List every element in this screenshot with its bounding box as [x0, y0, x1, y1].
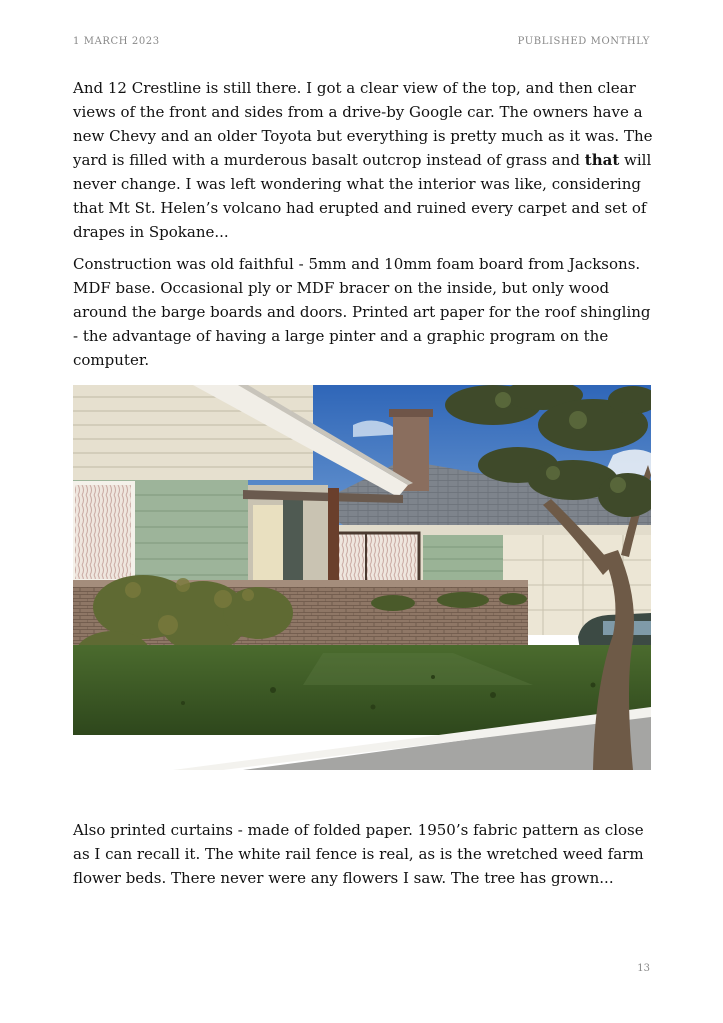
paragraph-1-text-b: will never change. I was left wondering what the interior was like, considering that Mt St. Helen’s volcano had erupted and ruined every carpet and set of drapes in Spokane... — [73, 151, 652, 241]
article-paragraph-2: Construction was old faithful - 5mm and 10mm foam board from Jacksons. MDF base. Occasional ply or MDF bracer on the inside, but only wood around the barge boards and doors. Printed art paper for the roof shingling - the advantage of having a large pinter and a graphic program on the computer. — [73, 255, 651, 369]
publication-frequency: PUBLISHED MONTHLY — [517, 36, 650, 47]
article-paragraph-1 — [73, 76, 657, 244]
model-house-photo — [73, 385, 651, 770]
issue-date: 1 MARCH 2023 — [73, 36, 160, 47]
paragraph-1-emphasis: that — [584, 151, 620, 169]
page-header — [73, 36, 650, 50]
paragraph-1-text-a: And 12 Crestline is still there. I got a clear view of the top, and then clear views of the front and sides from a drive-by Google car. The owners have a new Chevy and an older Toyota but everything is pretty much as it was. The yard is filled with a murderous basalt outcrop instead of grass and — [73, 79, 653, 169]
front-window — [73, 483, 133, 581]
page-number: 13 — [637, 963, 650, 974]
article-paragraph-3: Also printed curtains - made of folded paper. 1950’s fabric pattern as close as I can recall it. The white rail fence is real, as is the wretched weed farm flower beds. There never were any flowers I saw. The tree has grown... — [73, 821, 644, 887]
